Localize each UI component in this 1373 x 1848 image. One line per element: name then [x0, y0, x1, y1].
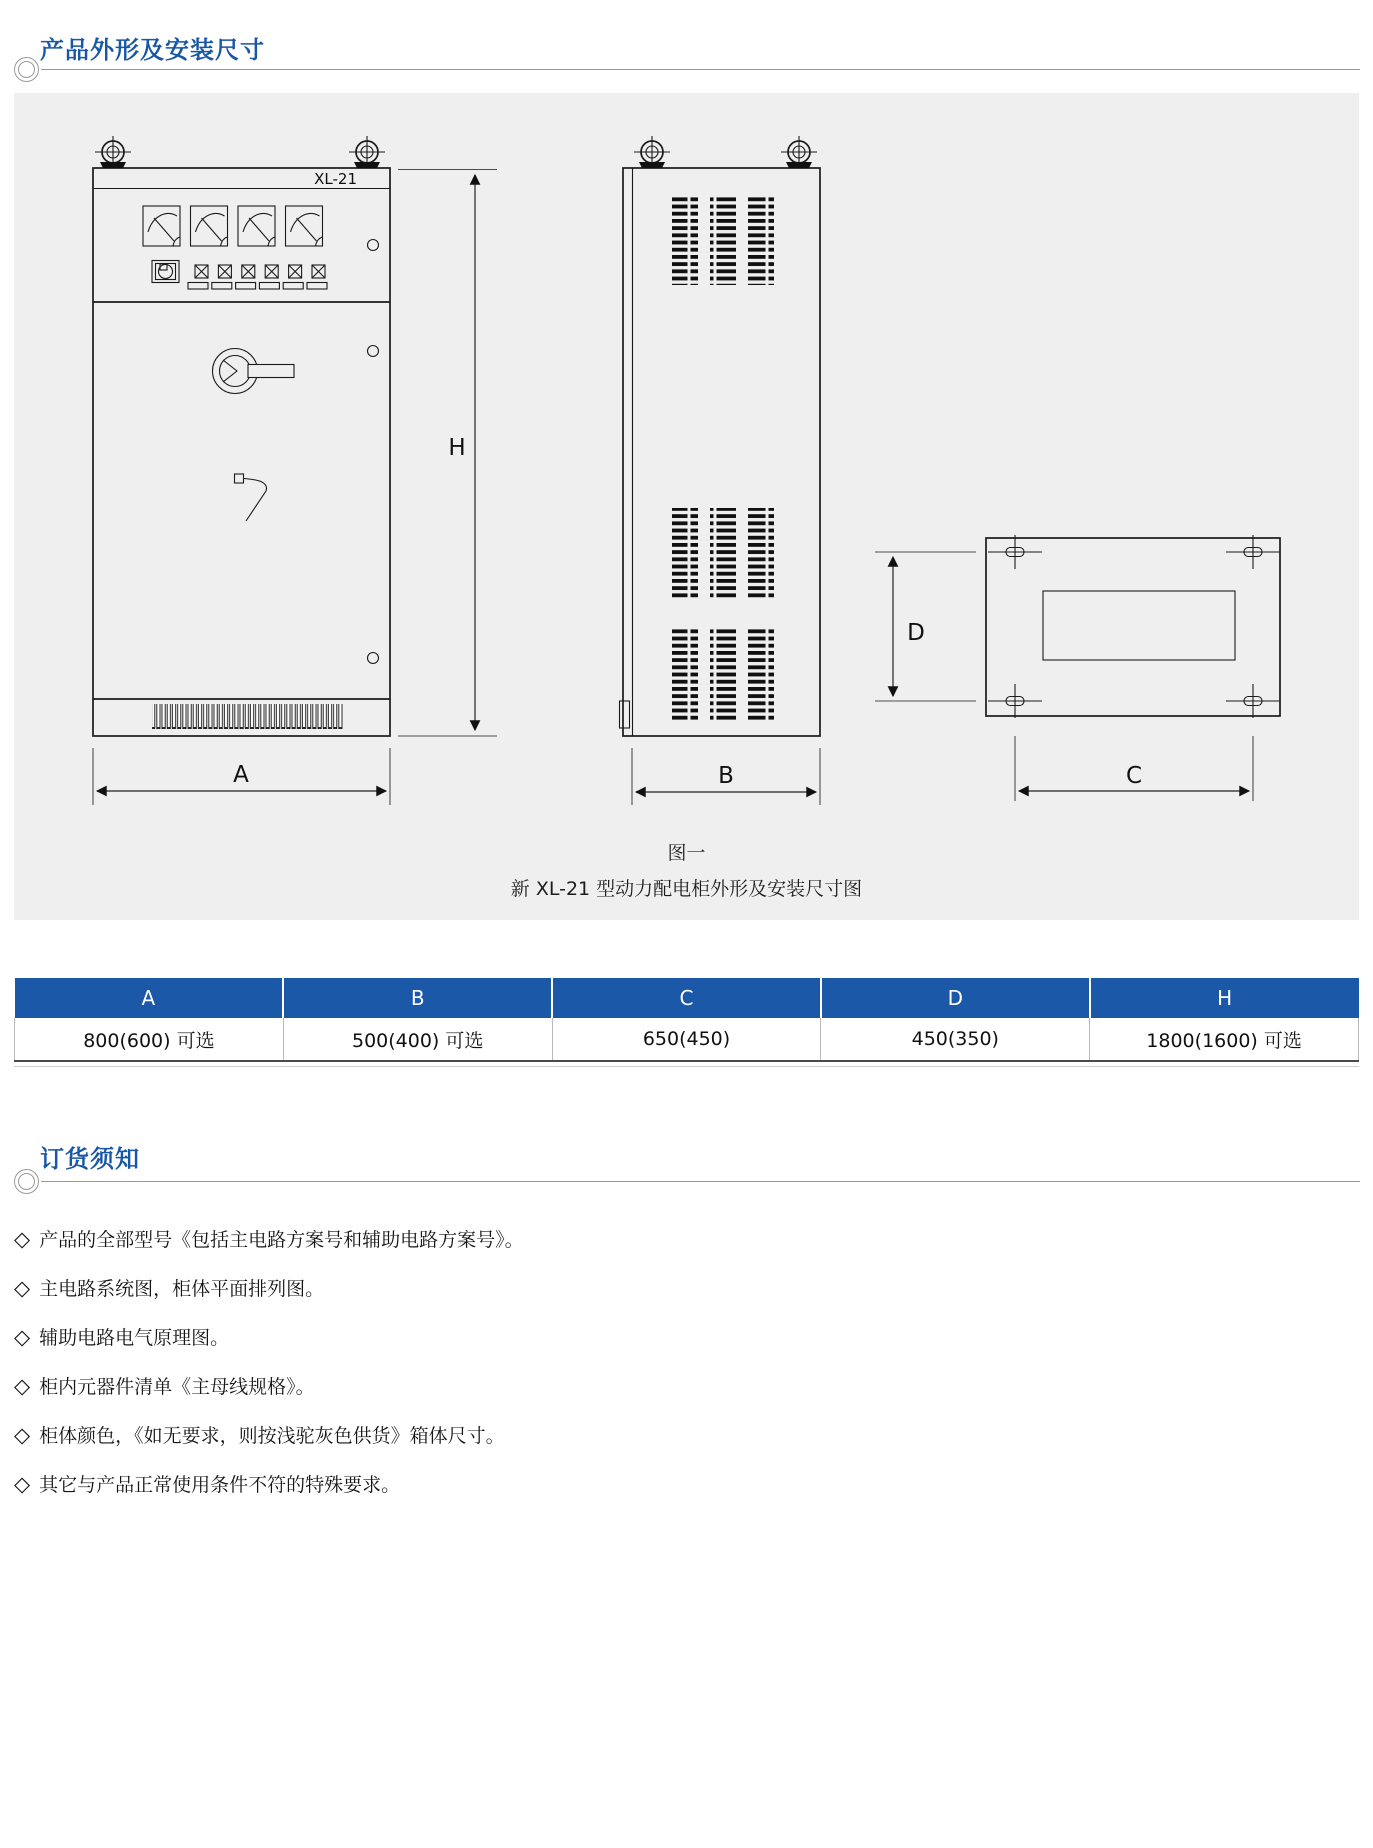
diamond-bullet-icon: ◇ [14, 1276, 31, 1300]
front-view [93, 136, 390, 736]
diamond-bullet-icon: ◇ [14, 1325, 31, 1349]
col-header-h: H [1090, 978, 1359, 1018]
note-text: 产品的全部型号《包括主电路方案号和辅助电路方案号》。 [39, 1229, 524, 1251]
louver-vent [748, 196, 774, 285]
note-item [14, 1275, 1344, 1302]
ventilation-grille [152, 704, 343, 729]
lifting-eyebolt-icon [95, 136, 131, 168]
note-item [14, 1471, 1344, 1498]
section-title-ordering: 订货须知 [40, 1145, 140, 1173]
louver-vent [672, 196, 698, 285]
louver-vent [710, 196, 736, 285]
dim-label-d: D [907, 620, 925, 646]
mounting-view [986, 535, 1280, 718]
indicator-lamp-icon [265, 265, 278, 278]
diamond-bullet-icon: ◇ [14, 1472, 31, 1496]
panel-meter-icon [286, 206, 323, 246]
cabinet-model-label: XL-21 [314, 170, 357, 188]
lifting-eyebolt-icon [349, 136, 385, 168]
hinge-bracket [620, 701, 630, 728]
control-switch-icon [152, 261, 179, 283]
indicator-lamp-icon [218, 265, 231, 278]
section-ring-icon [14, 1169, 39, 1194]
dim-label-b: B [718, 763, 734, 789]
dim-label-a: A [233, 762, 249, 788]
door-handle-icon [213, 349, 295, 394]
value-c: 650(450) [552, 1018, 821, 1061]
indicator-lamp-icon [289, 265, 302, 278]
value-h: 1800(1600) 可选 [1090, 1018, 1359, 1061]
value-a: 800(600) 可选 [15, 1018, 284, 1061]
dimension-a [93, 748, 390, 805]
note-text: 柜内元器件清单《主母线规格》。 [39, 1376, 315, 1398]
louver-vent [710, 628, 736, 720]
door-hole-icon [368, 240, 379, 251]
mounting-slot-icon [988, 535, 1042, 569]
dimension-drawing [14, 93, 1359, 823]
louver-vent [710, 508, 736, 600]
panel-meter-icon [238, 206, 275, 246]
note-text: 主电路系统图，柜体平面排列图。 [39, 1278, 325, 1300]
dimension-c [1015, 736, 1253, 801]
louver-vent [748, 628, 774, 720]
section-divider-line [41, 69, 1360, 70]
louver-vent [672, 628, 698, 720]
indicator-lamp-icon [195, 265, 208, 278]
door-hole-icon [368, 346, 379, 357]
dimension-table [14, 978, 1359, 1062]
section-divider-line [41, 1181, 1360, 1182]
table-under-rule [14, 1066, 1359, 1067]
side-view [620, 136, 821, 736]
louver-vent [672, 508, 698, 600]
section-ring-icon [14, 57, 39, 82]
louver-vent [748, 508, 774, 600]
ordering-notes-list [14, 1226, 1344, 1520]
note-text: 其它与产品正常使用条件不符的特殊要求。 [39, 1474, 401, 1496]
note-item [14, 1226, 1344, 1253]
figure-title: 新 XL-21 型动力配电柜外形及安装尺寸图 [510, 878, 863, 900]
col-header-a: A [15, 978, 284, 1018]
figure-number: 图一 [667, 842, 706, 864]
diamond-bullet-icon: ◇ [14, 1374, 31, 1398]
panel-meter-icon [191, 206, 228, 246]
mounting-slot-icon [1226, 684, 1280, 718]
table-header-row [15, 978, 1359, 1018]
note-item [14, 1422, 1344, 1449]
diamond-bullet-icon: ◇ [14, 1227, 31, 1251]
cable-entry-opening [1043, 591, 1235, 660]
figure-caption [14, 838, 1359, 901]
panel-meter-icon [143, 206, 180, 246]
value-d: 450(350) [821, 1018, 1090, 1061]
diamond-bullet-icon: ◇ [14, 1423, 31, 1447]
mounting-slot-icon [1226, 535, 1280, 569]
drawing-panel [14, 93, 1359, 920]
mounting-slot-icon [988, 684, 1042, 718]
dimension-b [632, 748, 820, 805]
section-title-dimensions: 产品外形及安装尺寸 [40, 36, 265, 64]
lifting-eyebolt-icon [781, 136, 817, 168]
note-text: 辅助电路电气原理图。 [39, 1327, 230, 1349]
table-row [15, 1018, 1359, 1061]
door-hole-icon [368, 653, 379, 664]
dim-label-c: C [1125, 763, 1143, 789]
col-header-d: D [821, 978, 1090, 1018]
col-header-c: C [552, 978, 821, 1018]
note-item [14, 1324, 1344, 1351]
lifting-eyebolt-icon [634, 136, 670, 168]
indicator-lamp-icon [242, 265, 255, 278]
indicator-lamp-icon [312, 265, 325, 278]
dim-label-h: H [448, 435, 466, 461]
dimension-d [875, 552, 976, 701]
value-b: 500(400) 可选 [283, 1018, 552, 1061]
note-text: 柜体颜色，《如无要求，则按浅驼灰色供货》箱体尺寸。 [39, 1425, 505, 1447]
lightning-symbol-icon [235, 474, 267, 521]
note-item [14, 1373, 1344, 1400]
col-header-b: B [283, 978, 552, 1018]
dimension-h [398, 170, 497, 737]
